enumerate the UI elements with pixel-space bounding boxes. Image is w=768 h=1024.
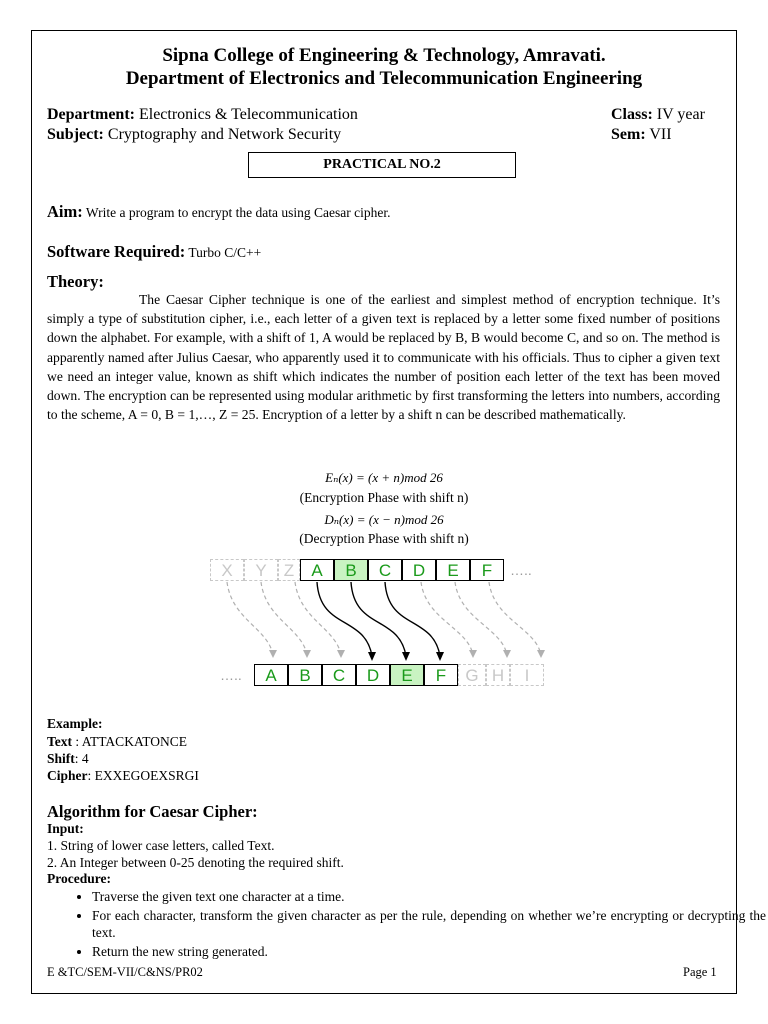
procedure-item: • Return the new string generated. — [92, 943, 766, 961]
top-cell-b: B — [334, 559, 368, 581]
ghost-arrowhead — [503, 650, 511, 658]
department-label: Department: — [47, 106, 135, 123]
example-text-label: Text — [47, 734, 73, 749]
subject-label: Subject: — [47, 126, 104, 143]
ghost-arrowhead — [537, 650, 545, 658]
top-cell-d: D — [402, 559, 436, 581]
bottom-cell-i: I — [510, 664, 544, 686]
bottom-cell-b: B — [288, 664, 322, 686]
procedure-label: Procedure: — [47, 871, 111, 886]
ghost-arrowhead — [337, 650, 345, 658]
ghost-arrowhead — [469, 650, 477, 658]
shift-arrow-b — [351, 582, 406, 656]
top-cell-y: Y — [244, 559, 278, 581]
algorithm-heading: Algorithm for Caesar Cipher: — [47, 802, 258, 821]
college-name: Sipna College of Engineering & Technology, Amravati. — [162, 45, 606, 66]
top-ellipsis: ….. — [510, 562, 532, 578]
ghost-arrow-d — [421, 582, 473, 655]
encryption-caption: (Encryption Phase with shift n) — [299, 490, 469, 505]
ghost-arrowhead — [269, 650, 277, 658]
sem-value: VII — [645, 126, 672, 143]
procedure-list — [47, 888, 766, 961]
shift-arrowhead — [368, 652, 376, 661]
top-cell-z: Z — [278, 559, 300, 581]
bottom-cell-d: D — [356, 664, 390, 686]
input-label: Input: — [47, 821, 84, 836]
department-heading: Department of Electronics and Telecommunication Engineering — [125, 68, 643, 89]
example-cipher-line — [47, 768, 199, 784]
aim-label: Aim: — [47, 202, 83, 221]
bottom-ellipsis: ….. — [220, 667, 242, 683]
ghost-arrow-f — [489, 582, 541, 655]
bottom-cell-e: E — [390, 664, 424, 686]
top-cell-e: E — [436, 559, 470, 581]
decryption-formula: Dₙ(x) = (x − n)mod 26 — [324, 512, 444, 527]
department-value: Electronics & Telecommunication — [134, 106, 358, 123]
shift-arrowhead — [436, 652, 444, 661]
ghost-arrow-y — [261, 582, 307, 655]
footer-page-number: Page 1 — [683, 965, 717, 979]
example-text-line — [47, 734, 187, 750]
bottom-cell-a: A — [254, 664, 288, 686]
procedure-item: • Traverse the given text one character at a time. — [92, 888, 766, 906]
ghost-arrow-e — [455, 582, 507, 655]
procedure-item: • For each character, transform the given character as per the rule, depending on whether we’re encrypting or decrypting the text. — [92, 907, 766, 942]
practical-title: PRACTICAL NO.2 — [248, 152, 516, 178]
theory-heading: Theory: — [47, 272, 104, 291]
class-label: Class: — [611, 106, 653, 123]
ghost-arrow-x — [227, 582, 273, 655]
shift-arrow-c — [385, 582, 440, 656]
footer-code: E &TC/SEM-VII/C&NS/PR02 — [47, 965, 203, 979]
class-value: IV year — [652, 106, 705, 123]
example-shift-label: Shift — [47, 751, 75, 766]
ghost-arrowhead — [303, 650, 311, 658]
subject-value: Cryptography and Network Security — [103, 126, 342, 143]
software-label: Software Required: — [47, 242, 186, 261]
example-shift-value: : 4 — [74, 751, 89, 766]
sem-label: Sem: — [611, 126, 646, 143]
aim-text: Write a program to encrypt the data using Caesar cipher. — [82, 205, 391, 220]
bottom-cell-h: H — [486, 664, 510, 686]
bottom-cell-f: F — [424, 664, 458, 686]
example-heading: Example: — [47, 716, 103, 731]
example-cipher-label: Cipher — [47, 768, 88, 783]
bottom-cell-c: C — [322, 664, 356, 686]
top-cell-c: C — [368, 559, 402, 581]
encryption-formula: Eₙ(x) = (x + n)mod 26 — [325, 470, 443, 485]
example-text-value: : ATTACKATONCE — [72, 734, 187, 749]
shift-arrowhead — [402, 652, 410, 661]
bottom-cell-g: G — [458, 664, 486, 686]
example-cipher-value: : EXXEGOEXSRGI — [87, 768, 199, 783]
example-shift-line — [47, 751, 89, 767]
software-text: Turbo C/C++ — [185, 245, 262, 260]
shift-arrow-a — [317, 582, 372, 656]
input-item-1: 1. String of lower case letters, called Text. — [47, 838, 275, 853]
theory-text: The Caesar Cipher technique is one of the earliest and simplest method of encryption technique. It’s simply a type of substitution cipher, i.e., each letter of a given text is replaced by a letter some fixed number of positions down the alphabet. For example, with a shift of 1, A would be replaced by B, B would become C, and so on. The method is apparently named after Julius Caesar, who apparently used it to communicate with his officials. Thus to cipher a given text we need an integer value, known as shift which indicates the number of position each letter of the text has been moved down. The encryption can be represented using modular arithmetic by first transforming the letters into numbers, according to the scheme, A = 0, B = 1,…, Z = 25. Encryption of a letter by a shift n can be described mathematically. — [47, 292, 720, 423]
top-cell-a: A — [300, 559, 334, 581]
top-cell-f: F — [470, 559, 504, 581]
input-item-2: 2. An Integer between 0-25 denoting the required shift. — [47, 855, 344, 870]
decryption-caption: (Decryption Phase with shift n) — [299, 531, 469, 546]
top-cell-x: X — [210, 559, 244, 581]
